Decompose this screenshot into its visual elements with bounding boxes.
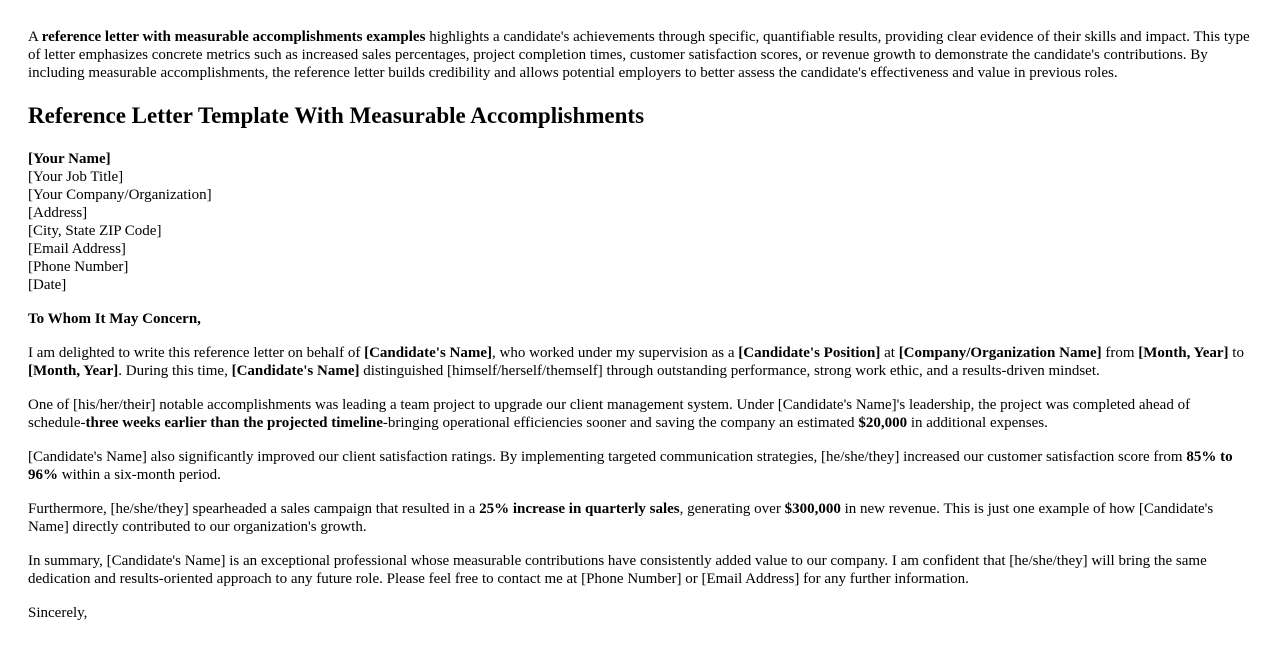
p1-text-5: to — [1228, 345, 1244, 361]
sender-city: [City, State ZIP Code] — [28, 223, 162, 239]
p1-text-2: , who worked under my supervision as a — [492, 345, 739, 361]
sender-email: [Email Address] — [28, 241, 126, 257]
letter-paragraph-4 — [28, 500, 1250, 536]
p1-candidate-name-2: [Candidate's Name] — [231, 363, 360, 379]
intro-paragraph — [28, 28, 1250, 82]
p3-text-2: within a six-month period. — [58, 467, 221, 483]
salutation — [28, 310, 1250, 328]
letter-paragraph-5: In summary, [Candidate's Name] is an exceptional professional whose measurable contributions have consistently added value to our company. I am confident that [he/she/they] will bring the same dedication and results-oriented approach to any future role. Please feel free to contact me at [Phone Number] or [Email Address] for any further information. — [28, 553, 1207, 587]
p2-text-1: One of [his/her/their] notable accomplishments was leading a team project to upgrade our client management system. Under [Candidate's Name]'s leadership, the project was completed ahead of schedule- — [28, 397, 1191, 431]
p3-satisfaction-range: 85% to 96% — [28, 449, 1233, 483]
letter-paragraph-2 — [28, 396, 1250, 432]
p4-text-1: Furthermore, [he/she/they] spearheaded a sales campaign that resulted in a — [28, 501, 480, 517]
sender-name: [Your Name] — [28, 151, 111, 167]
sender-phone: [Phone Number] — [28, 259, 129, 275]
p2-savings: $20,000 — [858, 415, 908, 431]
p4-sales-increase: 25% increase in quarterly sales — [479, 501, 680, 517]
p2-text-2: -bringing operational efficiencies sooner and saving the company an estimated — [382, 415, 859, 431]
p1-text-4: from — [1101, 345, 1139, 361]
p1-start-date: [Month, Year] — [1138, 345, 1229, 361]
closing: Sincerely, — [28, 605, 88, 621]
sender-job-title: [Your Job Title] — [28, 169, 124, 185]
p1-text-7: distinguished [himself/herself/themself] through outstanding performance, strong work ethic, and a results-driven mindset. — [359, 363, 1100, 379]
p1-text-6: . During this time, — [118, 363, 232, 379]
p3-text-1: [Candidate's Name] also significantly improved our client satisfaction ratings. By implementing targeted communication strategies, [he/she/they] increased our customer satisfaction score from — [28, 449, 1187, 465]
intro-rest: highlights a candidate's achievements through specific, quantifiable results, providing clear evidence of their skills and impact. This type of letter emphasizes concrete metrics such as increased sales percentages, project completion times, customer satisfaction scores, or revenue growth to demonstrate the candidate's contributions. By including measurable accomplishments, the reference letter builds credibility and allows potential employers to better assess the candidate's effectiveness and value in previous roles. — [28, 29, 1250, 81]
page-title: Reference Letter Template With Measurable Accomplishments — [28, 103, 645, 128]
p2-timeline: three weeks earlier than the projected timeline — [85, 415, 383, 431]
sender-block — [28, 150, 1250, 294]
intro-keyword: reference letter with measurable accomplishments examples — [41, 29, 426, 45]
p4-text-2: , generating over — [679, 501, 785, 517]
sender-address: [Address] — [28, 205, 88, 221]
salutation-text: To Whom It May Concern, — [28, 311, 201, 327]
letter-paragraph-1 — [28, 344, 1250, 380]
p1-end-date: [Month, Year] — [28, 363, 119, 379]
p1-candidate-position: [Candidate's Position] — [738, 345, 881, 361]
p1-text-1: I am delighted to write this reference letter on behalf of — [28, 345, 365, 361]
letter-paragraph-3 — [28, 448, 1250, 484]
p4-text-3: in new revenue. This is just one example of how [Candidate's Name] directly contributed to our organization's growth. — [28, 501, 1214, 535]
sender-date: [Date] — [28, 277, 67, 293]
p1-candidate-name: [Candidate's Name] — [364, 345, 493, 361]
p4-revenue: $300,000 — [784, 501, 841, 517]
intro-lead: A — [28, 29, 42, 45]
p1-text-3: at — [880, 345, 899, 361]
p2-text-3: in additional expenses. — [907, 415, 1048, 431]
sender-company: [Your Company/Organization] — [28, 187, 212, 203]
p1-company-name: [Company/Organization Name] — [898, 345, 1102, 361]
